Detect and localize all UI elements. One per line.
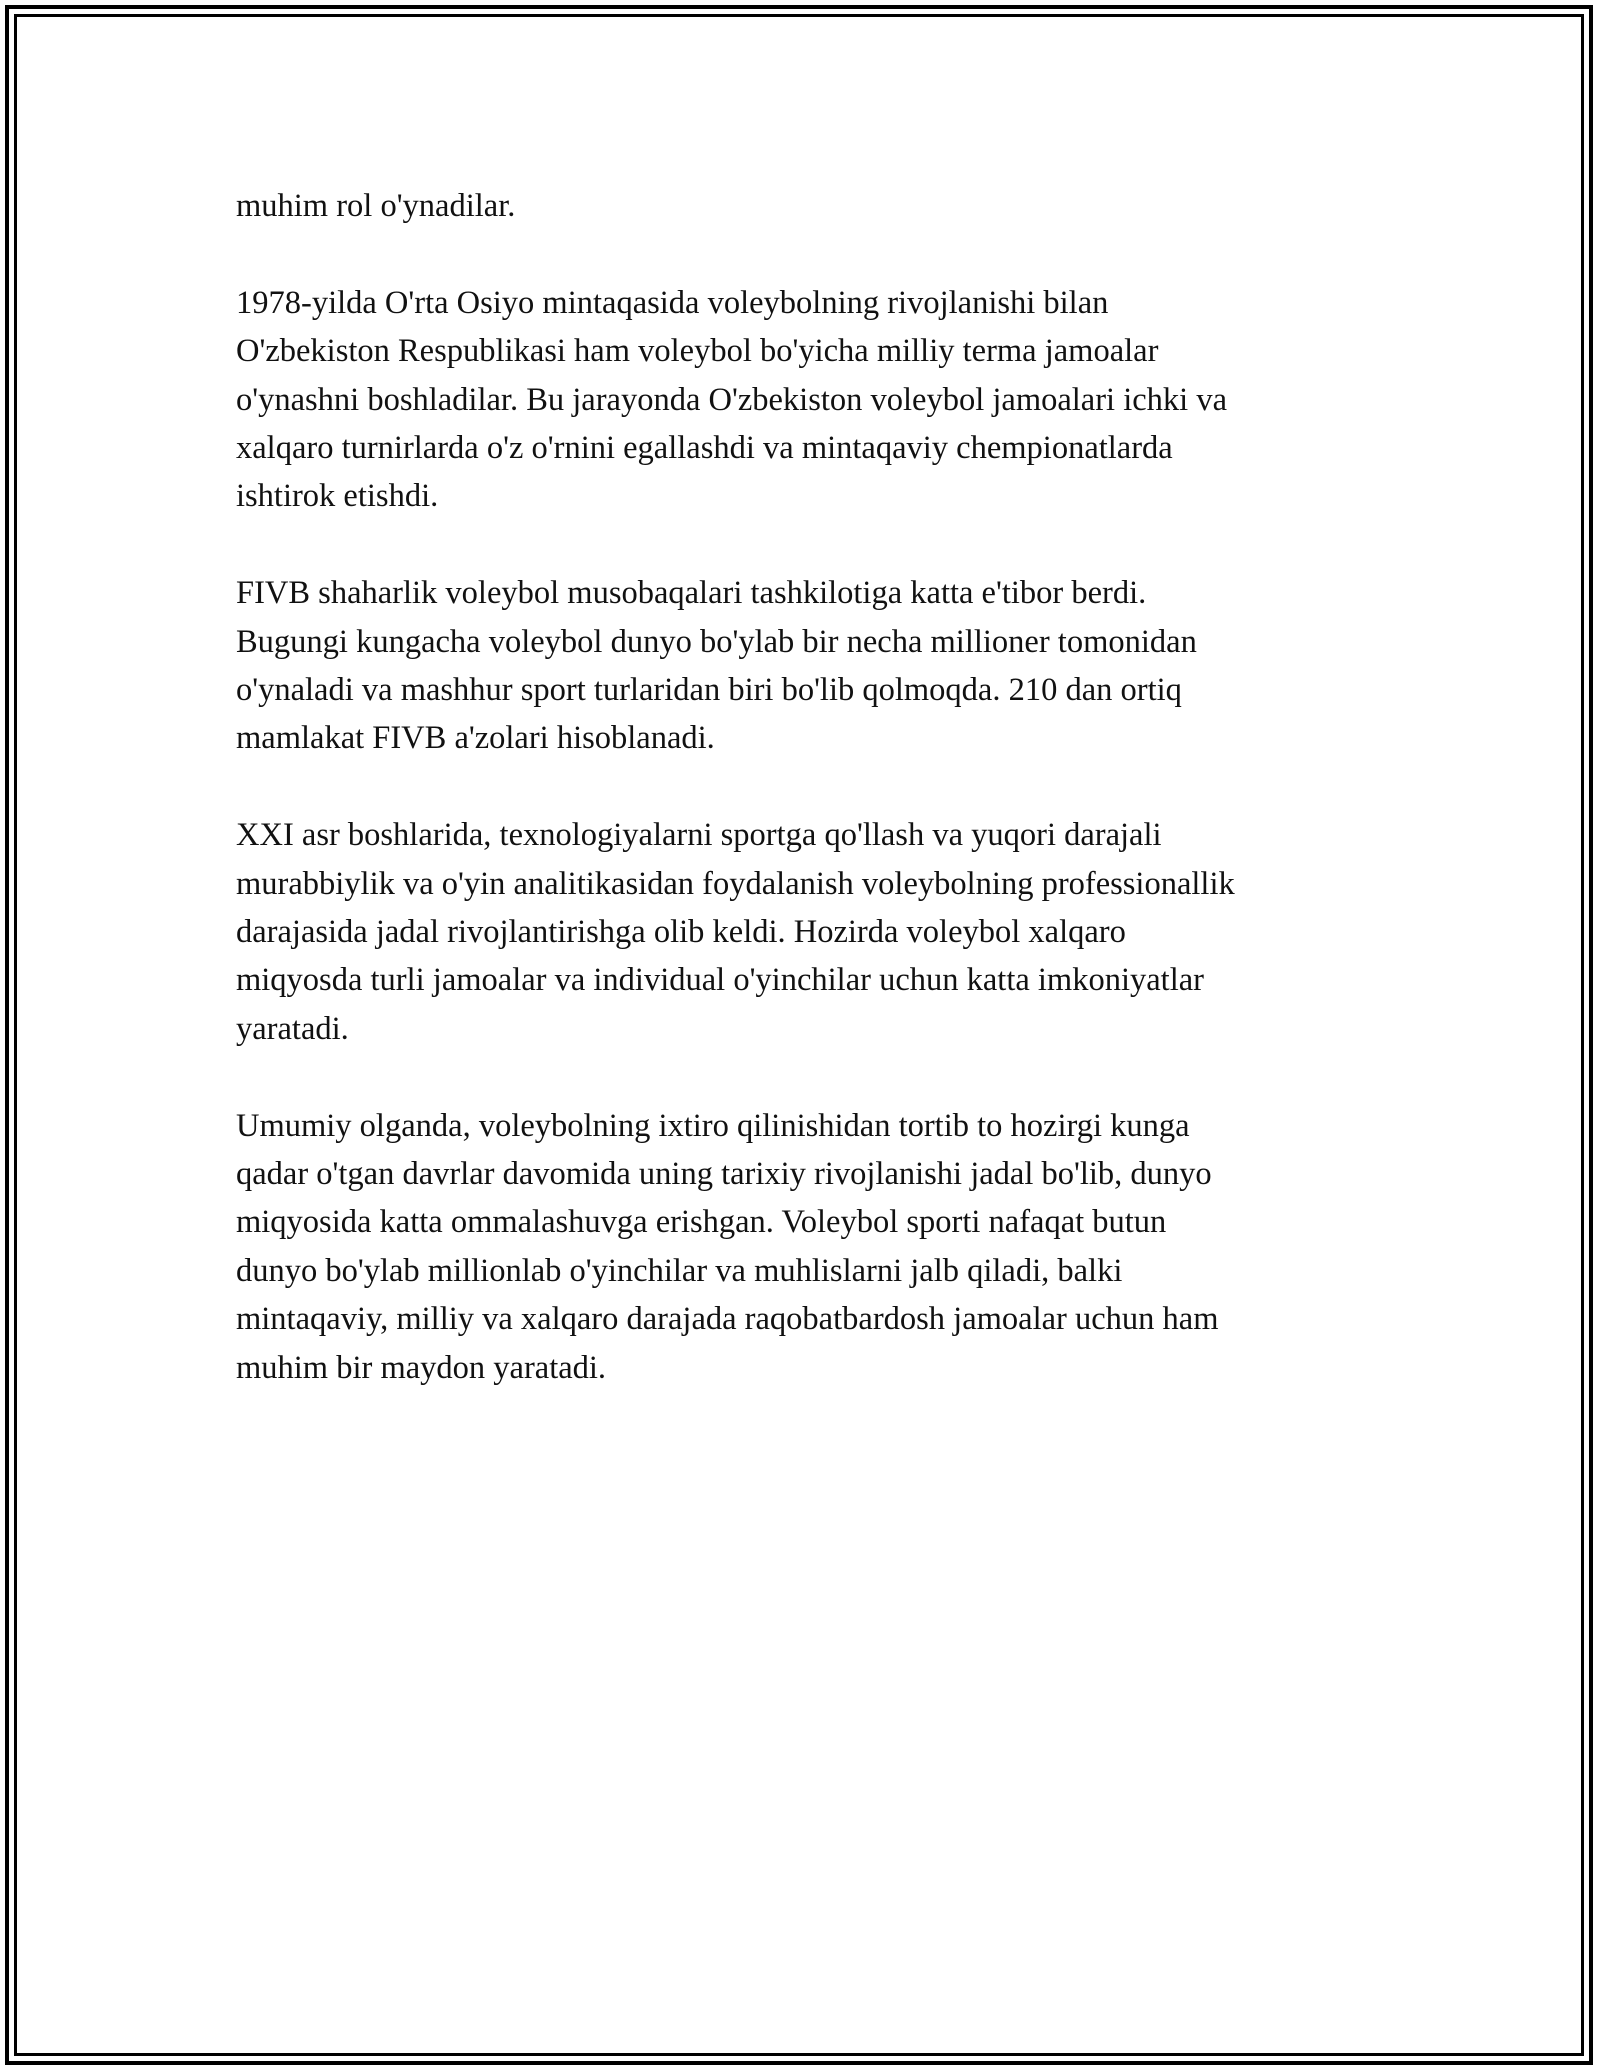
paragraph-continuation: muhim rol o'ynadilar.: [236, 188, 516, 224]
paragraph-xxi-century: XXI asr boshlarida, texnologiyalarni sportga qo'llash va yuqori darajali murabbiylik va o'yin analitikasidan foydalanish voleybolning professionallik darajasida jadal rivojlantirishga olib keldi. Hozirda voleybol xalqaro miqyosda turli jamoalar va individual o'yinchilar uchun katta imkoniyatlar yaratadi.: [236, 817, 1235, 1047]
document-body: [236, 182, 1386, 1440]
paragraph-summary: Umumiy olganda, voleybolning ixtiro qilinishidan tortib to hozirgi kunga qadar o'tgan davrlar davomida uning tarixiy rivojlanishi jadal bo'lib, dunyo miqyosida katta ommalashuvga erishgan. Voleybol sporti nafaqat butun dunyo bo'ylab millionlab o'yinchilar va muhlislarni jalb qiladi, balki mintaqaviy, milliy va xalqaro darajada raqobatbardosh jamoalar uchun ham muhim bir maydon yaratadi.: [236, 1107, 1219, 1386]
paragraph-fivb: FIVB shaharlik voleybol musobaqalari tashkilotiga katta e'tibor berdi. Bugungi kungacha voleybol dunyo bo'ylab bir necha millioner tomonidan o'ynaladi va mashhur sport turlaridan biri bo'lib qolmoqda. 210 dan ortiq mamlakat FIVB a'zolari hisoblanadi.: [236, 575, 1197, 757]
paragraph-uzbekistan-1978: 1978-yilda O'rta Osiyo mintaqasida voleybolning rivojlanishi bilan O'zbekiston Respublikasi ham voleybol bo'yicha milliy terma jamoalar o'ynashni boshladilar. Bu jarayonda O'zbekiston voleybol jamoalari ichki va xalqaro turnirlarda o'z o'rnini egallashdi va mintaqaviy chempionatlarda ishtirok etishdi.: [236, 284, 1227, 515]
